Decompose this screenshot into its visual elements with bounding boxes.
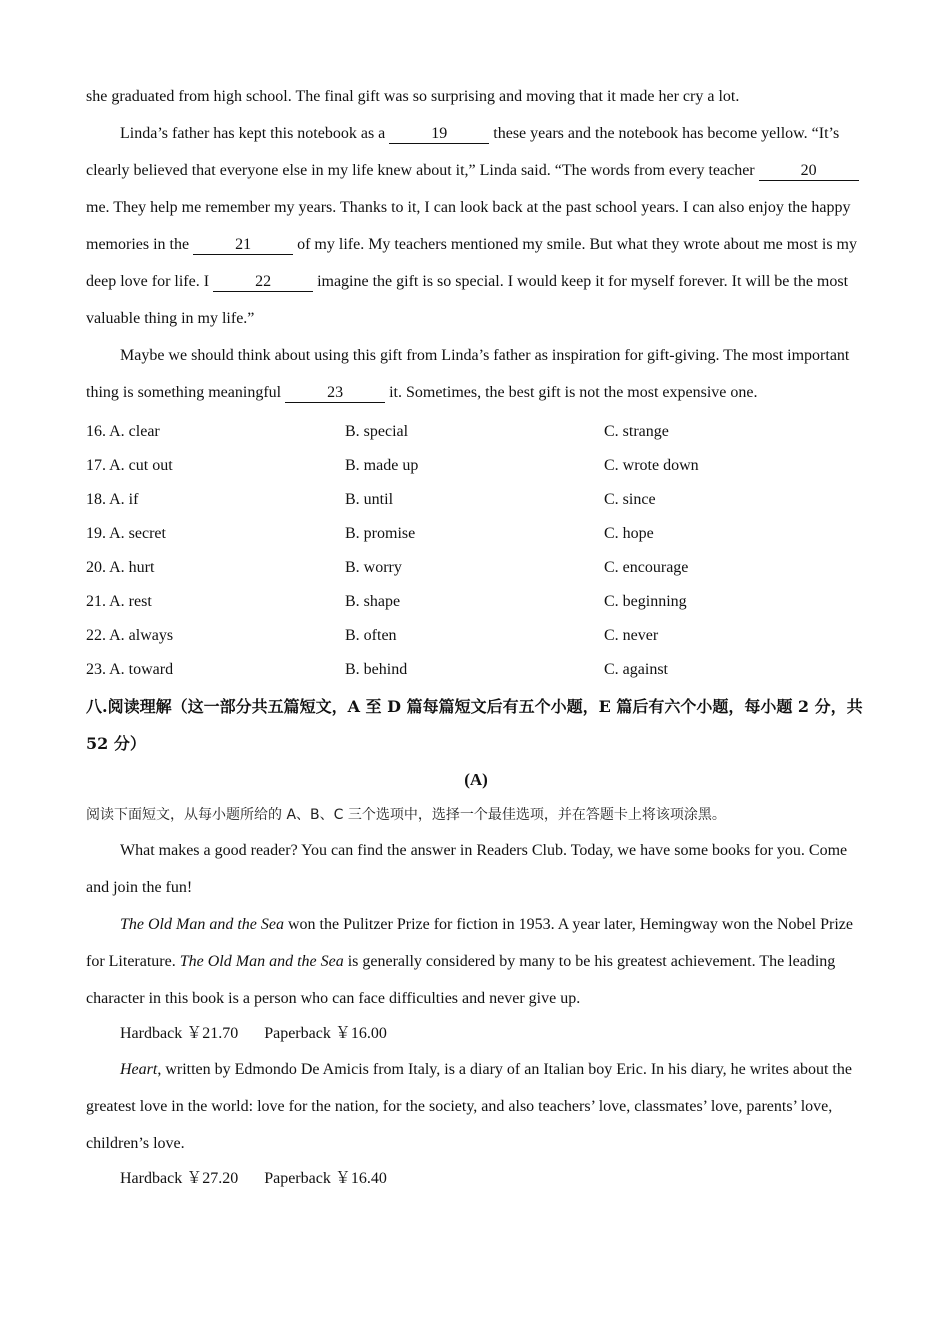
section-heading: 八.阅读理解（这一部分共五篇短文，A 至 D 篇每篇短文后有五个小题，E 篇后有六个小题，每小题 2 分，共 52 分） [86, 697, 863, 753]
option-c: C. since [604, 491, 656, 508]
option-row-20 [86, 551, 866, 585]
option-row-17 [86, 449, 866, 483]
blank-20: 20 [759, 162, 859, 181]
passage-a-heading: (A) [464, 770, 488, 789]
option-row-23 [86, 653, 866, 687]
reading-a-intro: What makes a good reader? You can find the answer in Readers Club. Today, we have some books for you. Come and join the fun! [86, 842, 848, 896]
passage-text: she graduated from high school. The final gift was so surprising and moving that it made her cry a lot. [86, 88, 740, 105]
passage-text: it. Sometimes, the best gift is not the most expensive one. [385, 384, 758, 401]
option-a: 19. A. secret [86, 525, 166, 542]
option-a: 22. A. always [86, 627, 174, 644]
book-1-prices [86, 1017, 866, 1051]
option-a: 18. A. if [86, 491, 139, 508]
blank-22: 22 [213, 273, 313, 292]
book-1-description [86, 906, 866, 1017]
option-b: B. often [345, 627, 397, 644]
option-row-22 [86, 619, 866, 653]
option-b: B. special [345, 423, 409, 440]
passage-text: me. They help me remember my years. Thanks to it, I can look back at the past school years. I can also enjoy the happy memories in the [86, 199, 851, 253]
book-2-title: Heart [120, 1061, 158, 1078]
answer-options [86, 415, 866, 687]
book-2-paperback-price: Paperback ￥16.40 [264, 1170, 387, 1187]
book-1-hardback-price: Hardback ￥21.70 [120, 1025, 239, 1042]
option-c: C. strange [604, 423, 669, 440]
option-a: 16. A. clear [86, 423, 160, 440]
passage-text: Linda’s father has kept this notebook as a [120, 125, 390, 142]
option-b: B. worry [345, 559, 402, 576]
passage-text: of my life. My teachers mentioned my smile. But what they wrote about me most is my deep love for life. I [86, 236, 857, 290]
book-1-text: is generally considered by many to be his greatest achievement. The leading character in this book is a person who can face difficulties and never give up. [86, 953, 836, 1007]
instruction-text: 阅读下面短文，从每小题所给的 A、B、C 三个选项中，选择一个最佳选项，并在答题卡上将该项涂黑。 [86, 807, 726, 823]
blank-21: 21 [193, 236, 293, 255]
book-1-text: won the Pulitzer Prize for fiction in 1953. A year later, Hemingway won the Nobel Prize for Literature. [86, 916, 853, 970]
option-b: B. until [345, 491, 394, 508]
option-c: C. encourage [604, 559, 689, 576]
passage-text: Maybe we should think about using this gift from Linda’s father as inspiration for gift-giving. The most important thing is something meaningful [86, 347, 850, 401]
option-b: B. behind [345, 661, 408, 678]
book-1-paperback-price: Paperback ￥16.00 [264, 1025, 387, 1042]
book-2-description [86, 1051, 866, 1162]
option-row-19 [86, 517, 866, 551]
option-a: 23. A. toward [86, 661, 174, 678]
book-1-title: The Old Man and the Sea [120, 916, 284, 933]
option-c: C. hope [604, 525, 654, 542]
passage-paragraph-3 [86, 337, 866, 411]
option-c: C. beginning [604, 593, 687, 610]
option-c: C. against [604, 661, 668, 678]
book-2-text: , written by Edmondo De Amicis from Italy, is a diary of an Italian boy Eric. In his diary, he writes about the greatest love in the world: love for the nation, for the society, and also teachers’ love, classmates’ love, parents’ love, children’s love. [86, 1061, 852, 1152]
passage-paragraph-2 [86, 115, 866, 337]
option-b: B. promise [345, 525, 416, 542]
book-2-hardback-price: Hardback ￥27.20 [120, 1170, 239, 1187]
book-2-prices [86, 1162, 866, 1196]
option-row-21 [86, 585, 866, 619]
option-b: B. shape [345, 593, 401, 610]
option-row-18 [86, 483, 866, 517]
option-a: 20. A. hurt [86, 559, 155, 576]
option-a: 21. A. rest [86, 593, 152, 610]
option-c: C. never [604, 627, 659, 644]
option-c: C. wrote down [604, 457, 699, 474]
passage-line-continued [86, 78, 866, 115]
option-b: B. made up [345, 457, 419, 474]
option-row-16 [86, 415, 866, 449]
passage-text: these years and the notebook has become yellow. “It’s clearly believed that everyone else in my life knew about it,” Linda said. “The words from every teacher [86, 125, 840, 179]
book-1-title-repeat: The Old Man and the Sea [179, 953, 344, 970]
passage-text: imagine the gift is so special. I would keep it for myself forever. It will be the most valuable thing in my life.” [86, 273, 849, 327]
document-page [86, 78, 866, 1196]
blank-19: 19 [389, 125, 489, 144]
blank-23: 23 [285, 384, 385, 403]
option-a: 17. A. cut out [86, 457, 173, 474]
